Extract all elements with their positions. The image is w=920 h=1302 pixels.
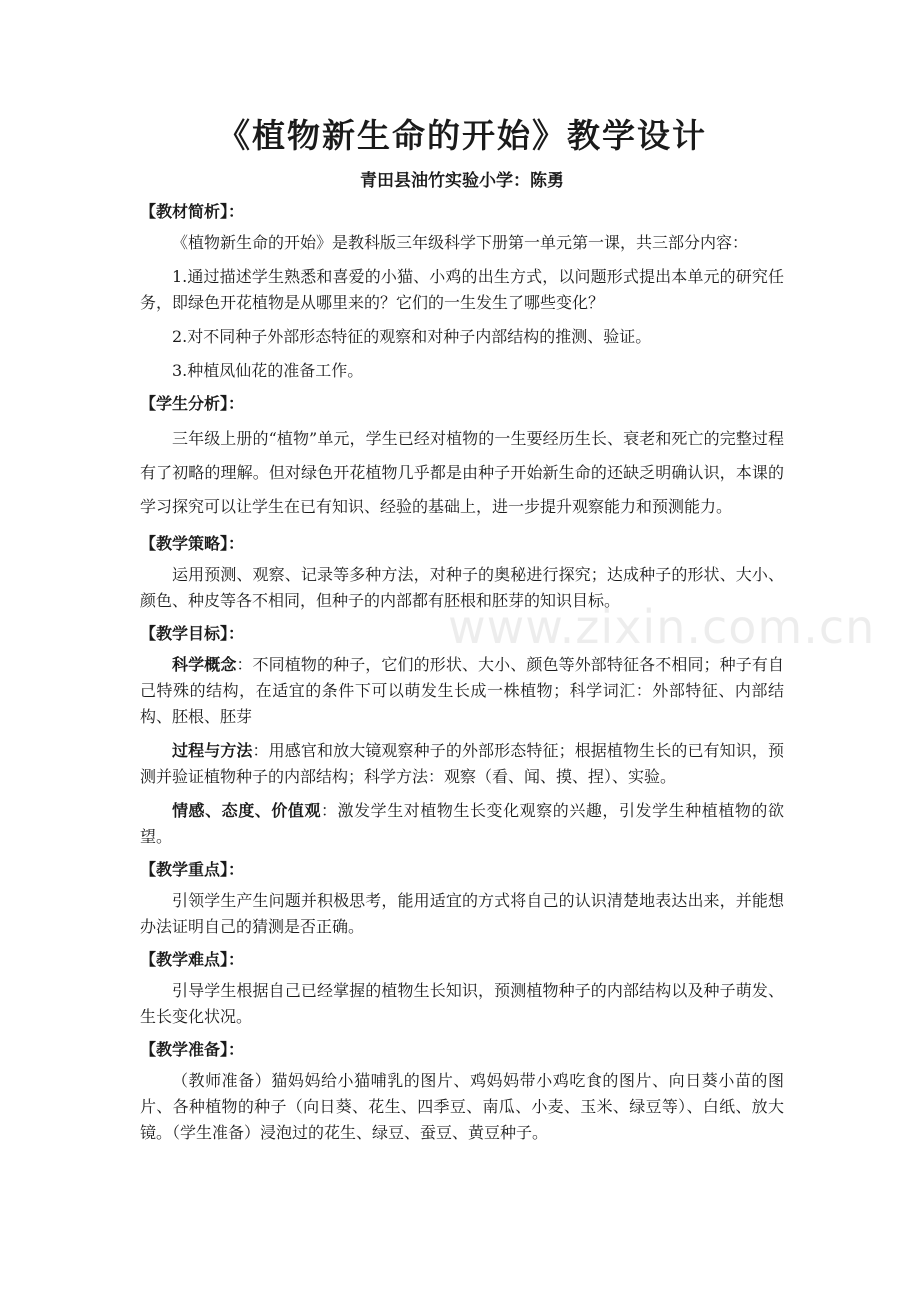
- goal-concept: [140, 652, 784, 730]
- goal-text: ：激发学生对植物生长变化观察的兴趣，引发学生种植植物的欲望。: [140, 801, 784, 846]
- section-heading-strategy: 【教学策略】：: [140, 534, 245, 553]
- goal-text: ：用感官和放大镜观察种子的外部形态特征；根据植物生长的已有知识，预测并验证植物种子的内部结构；科学方法：观察（看、闻、摸、捏）、实验。: [140, 741, 784, 786]
- paragraph: 运用预测、观察、记录等多种方法，对种子的奥秘进行探究；达成种子的形状、大小、颜色、种皮等各不相同，但种子的内部都有胚根和胚芽的知识目标。: [140, 565, 784, 610]
- document-title: 《植物新生命的开始》教学设计: [217, 116, 707, 155]
- watermark: www.zixin.com.cn: [448, 600, 876, 654]
- paragraph: 三年级上册的“植物”单元，学生已经对植物的一生要经历生长、衰老和死亡的完整过程有了初略的理解。但对绿色开花植物几乎都是由种子开始新生命的还缺乏明确认识，本课的学习探究可以让学生在已有知识、经验的基础上，进一步提升观察能力和预测能力。: [140, 429, 784, 516]
- goal-label: 情感、态度、价值观: [172, 801, 321, 820]
- goal-emotion: [140, 798, 784, 850]
- document-page: [140, 112, 784, 1154]
- section-heading-analysis: 【教材简析】：: [140, 202, 245, 221]
- paragraph: 引导学生根据自己已经掌握的植物生长知识，预测植物种子的内部结构以及种子萌发、生长变化状况。: [140, 981, 784, 1026]
- paragraph: 《植物新生命的开始》是教科版三年级科学下册第一单元第一课，共三部分内容：: [172, 233, 749, 252]
- paragraph: （教师准备）猫妈妈给小猫哺乳的图片、鸡妈妈带小鸡吃食的图片、向日葵小苗的图片、各种植物的种子（向日葵、花生、四季豆、南瓜、小麦、玉米、绿豆等）、白纸、放大镜。（学生准备）浸泡过的花生、绿豆、蚕豆、黄豆种子。: [140, 1071, 784, 1142]
- section-heading-focus: 【教学重点】：: [140, 860, 245, 879]
- paragraph: 1.通过描述学生熟悉和喜爱的小猫、小鸡的出生方式，以问题形式提出本单元的研究任务，即绿色开花植物是从哪里来的？它们的一生发生了哪些变化？: [140, 267, 784, 312]
- paragraph: 引领学生产生问题并积极思考，能用适宜的方式将自己的认识清楚地表达出来，并能想办法证明自己的猜测是否正确。: [140, 891, 784, 936]
- section-heading-students: 【学生分析】：: [140, 394, 245, 413]
- paragraph: 2.对不同种子外部形态特征的观察和对种子内部结构的推测、验证。: [172, 327, 652, 346]
- goal-label: 过程与方法: [172, 741, 253, 760]
- section-heading-prep: 【教学准备】：: [140, 1040, 245, 1059]
- paragraph: 3.种植凤仙花的准备工作。: [172, 361, 364, 380]
- goal-text: ：不同植物的种子，它们的形状、大小、颜色等外部特征各不相同；种子有自己特殊的结构，在适宜的条件下可以萌发生长成一株植物；科学词汇：外部特征、内部结构、胚根、胚芽: [140, 655, 784, 726]
- author-line: 青田县油竹实验小学：陈勇: [360, 171, 564, 191]
- goal-label: 科学概念: [172, 655, 237, 674]
- section-heading-goals: 【教学目标】：: [140, 624, 245, 643]
- section-heading-difficulty: 【教学难点】：: [140, 950, 245, 969]
- goal-process: [140, 738, 784, 790]
